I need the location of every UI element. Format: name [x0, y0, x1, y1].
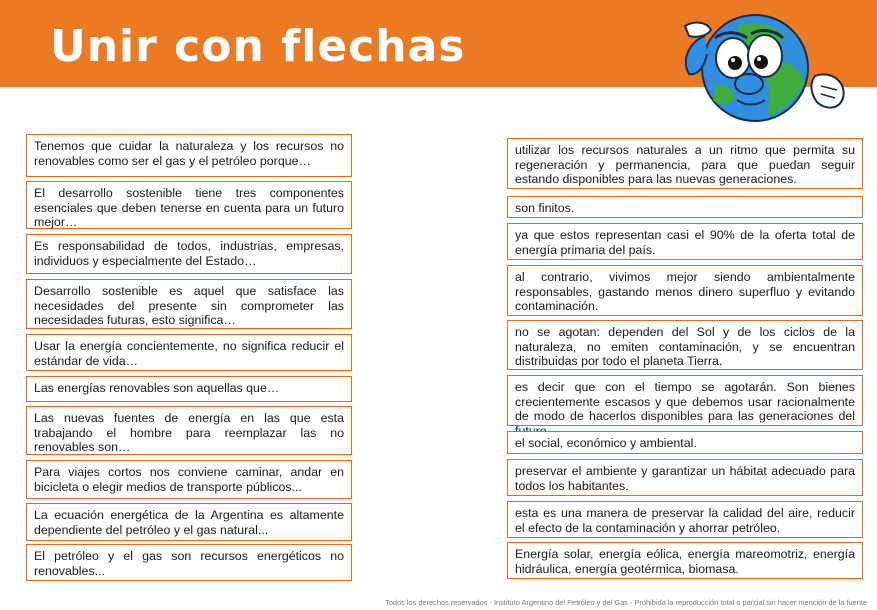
left-item-4: Desarrollo sostenible es aquel que satisface las necesidades del presente sin comprometer las necesidades futuras, esto significa…: [26, 279, 352, 329]
right-item-4: al contrario, vivimos mejor siendo ambientalmente responsables, gastando menos dinero superfluo y evitando contaminación.: [507, 265, 863, 316]
right-item-7: el social, económico y ambiental.: [507, 431, 863, 454]
left-item-3: Es responsabilidad de todos, industrias, empresas, individuos y especialmente del Estado…: [26, 234, 352, 274]
right-item-9: esta es una manera de preservar la calidad del aire, reducir el efecto de la contaminación y ahorrar petróleo.: [507, 501, 863, 538]
right-item-10: Energía solar, energía eólica, energía mareomotriz, energía hidráulica, energía geotérmica, biomasa.: [507, 542, 863, 579]
right-item-2: son finitos.: [507, 196, 863, 218]
left-item-9: La ecuación energética de la Argentina es altamente dependiente del petróleo y el gas natural...: [26, 503, 352, 541]
page-title: Unir con flechas: [50, 21, 466, 72]
right-item-5: no se agotan: dependen del Sol y de los ciclos de la naturaleza, no emiten contaminación, y se encuentran distribuidas por todo el planeta Tierra.: [507, 320, 863, 370]
left-item-6: Las energías renovables son aquellas que…: [26, 376, 352, 402]
footer-copyright: Todos los derechos reservados - Instituto Argentino del Petróleo y del Gas - Prohibida la reproducción total o parcial sin hacer mención de la fuente: [385, 598, 867, 607]
right-item-1: utilizar los recursos naturales a un ritmo que permita su regeneración y permanencia, para que puedan seguir estando disponibles para las nuevas generaciones.: [507, 138, 863, 189]
globe-mascot-thinking-icon: [645, 6, 855, 124]
left-item-10: El petróleo y el gas son recursos energéticos no renovables...: [26, 544, 352, 581]
right-item-6: es decir que con el tiempo se agotarán. Son bienes crecientemente escasos y que debemos usar racionalmente de modo de hacerlos disponibles para las generaciones del: [507, 375, 863, 426]
left-item-7: Las nuevas fuentes de energía en las que esta trabajando el hombre para reemplazar las no renovables son…: [26, 406, 352, 455]
right-item-3: ya que estos representan casi el 90% de la oferta total de energía primaria del país.: [507, 223, 863, 260]
left-item-5: Usar la energía concientemente, no significa reducir el estándar de vida…: [26, 334, 352, 371]
left-item-8: Para viajes cortos nos conviene caminar, andar en bicicleta o elegir medios de transporte públicos...: [26, 460, 352, 499]
left-item-1: Tenemos que cuidar la naturaleza y los recursos no renovables como ser el gas y el petróleo porque…: [26, 134, 352, 177]
left-item-2: El desarrollo sostenible tiene tres componentes esenciales que deben tenerse en cuenta para un futuro mejor…: [26, 181, 352, 229]
right-item-8: preservar el ambiente y garantizar un hábitat adecuado para todos los habitantes.: [507, 459, 863, 496]
